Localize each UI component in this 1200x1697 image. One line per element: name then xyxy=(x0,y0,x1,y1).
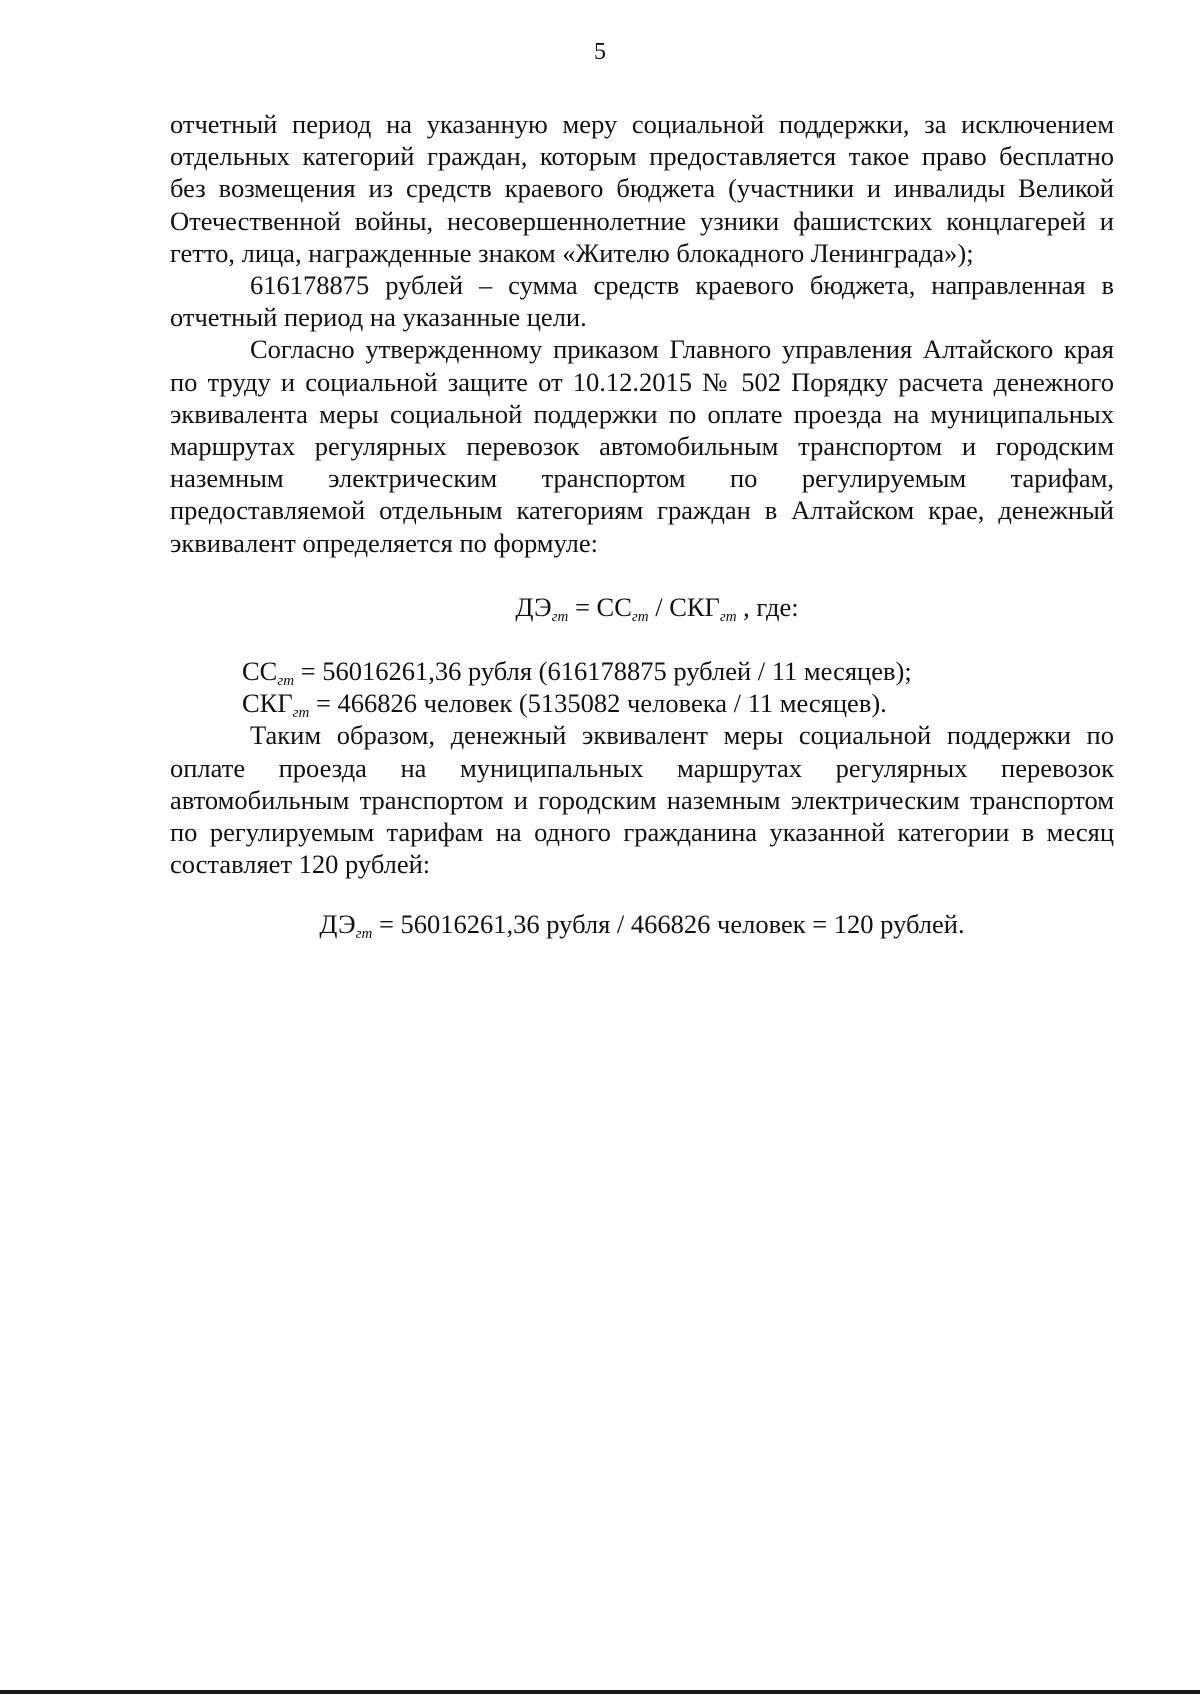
calc-skg-label: СКГ xyxy=(242,688,293,719)
general-formula xyxy=(170,591,1114,623)
bottom-scan-edge xyxy=(0,1690,1200,1694)
page-number: 5 xyxy=(594,39,606,65)
calc-skg-value: = 466826 человек (5135082 человека / 11 месяцев). xyxy=(309,688,887,719)
formula-skg: СКГ xyxy=(669,591,720,622)
formula-de: ДЭ xyxy=(515,591,552,622)
paragraph-continuation: отчетный период на указанную меру социальной поддержки, за исключением отдельных категорий граждан, которым предоставляется такое право бесплатно без возмещения из средств краевого бюджета (участники и инвалиды Великой Отечественной войны, несовершеннолетние узники фашистских концлагерей и гетто, лица, награжденные знаком «Жителю блокадного Ленинграда»); xyxy=(170,109,1114,268)
formula-cc: СС xyxy=(596,591,632,622)
calc-cc-value: = 56016261,36 рубля (616178875 рублей / 11 месяцев); xyxy=(294,656,912,687)
result-subscript: гт xyxy=(355,926,373,943)
formula-skg-subscript: гт xyxy=(719,608,737,625)
paragraph-conclusion: Таким образом, денежный эквивалент меры социальной поддержки по оплате проезда на муниципальных маршрутах регулярных перевозок автомобильным транспортом и городским наземным электрическим транспортом по регулируемым тарифам на одного гражданина указанной категории в месяц составляет 120 рублей: xyxy=(170,720,1114,880)
formula-eq: = xyxy=(568,591,597,622)
calc-skg-subscript: гт xyxy=(292,705,310,722)
calc-line-cc xyxy=(170,655,1114,690)
paragraph-order-reference: Согласно утвержденному приказом Главного управления Алтайского края по труду и социальной защите от 10.12.2015 № 502 Порядку расчета денежного эквивалента меры социальной поддержки по оплате проезда на муниципальных маршрутах регулярных перевозок автомобильным транспортом и городским наземным электрическим транспортом по регулируемым тарифам, предоставляемой отдельным категориям граждан в Алтайском крае, денежный эквивалент определяется по формуле: xyxy=(170,334,1114,558)
result-label: ДЭ xyxy=(319,909,356,940)
calc-cc-label: СС xyxy=(242,656,278,687)
paragraph-budget-sum: 616178875 рублей – сумма средств краевого бюджета, направленная в отчетный период на указанные цели. xyxy=(170,270,1114,333)
formula-de-subscript: гт xyxy=(551,608,569,625)
calc-cc-subscript: гт xyxy=(277,673,295,690)
formula-tail: , где: xyxy=(736,591,799,622)
result-formula xyxy=(170,908,1114,943)
formula-cc-subscript: гт xyxy=(631,608,649,625)
calc-line-skg xyxy=(170,687,1114,722)
document-body xyxy=(170,108,1114,941)
formula-slash: / xyxy=(648,591,670,622)
result-value: = 56016261,36 рубля / 466826 человек = 120 рублей. xyxy=(372,909,965,940)
